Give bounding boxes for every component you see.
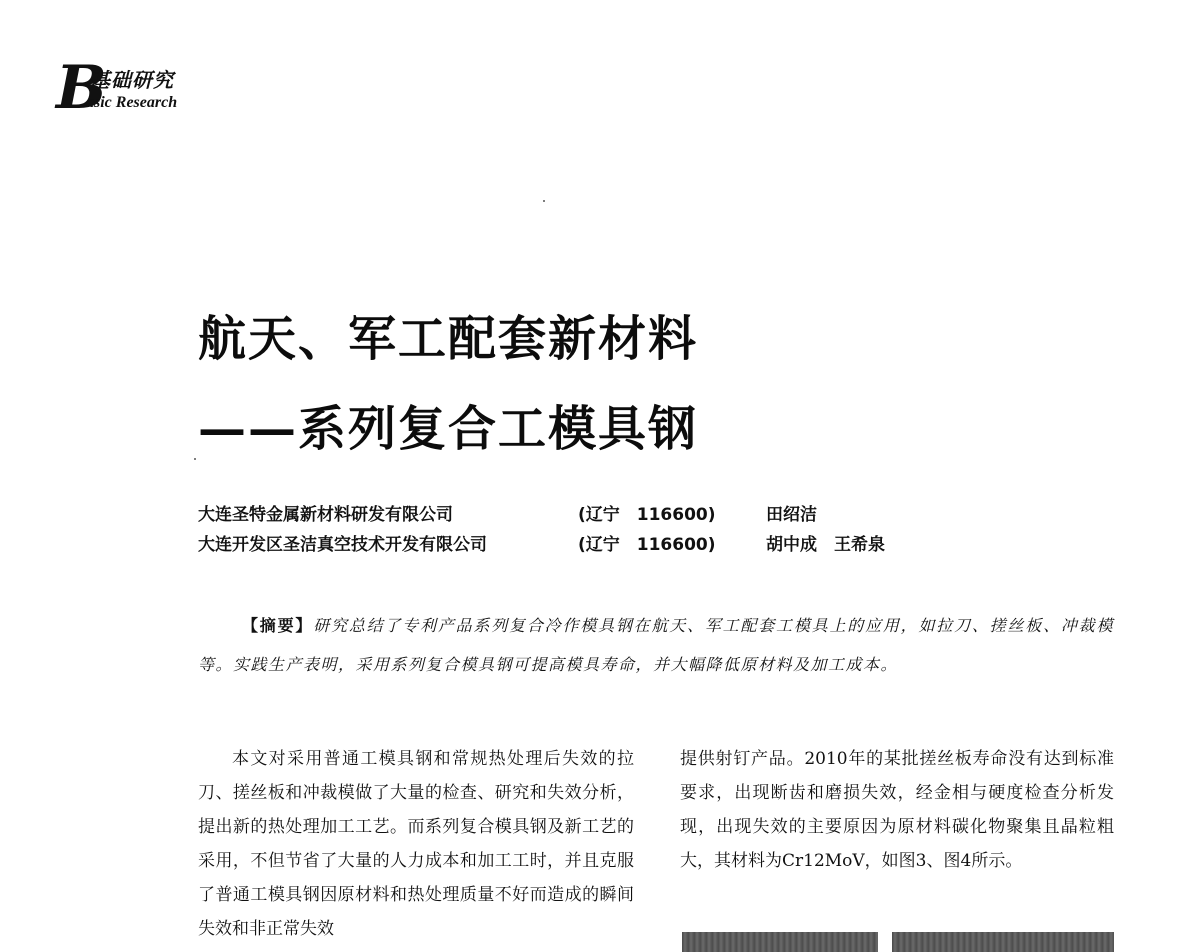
- body-right-column: 提供射钉产品。2010年的某批搓丝板寿命没有达到标准要求，出现断齿和磨损失效，经金相与硬度检查分析发现，出现失效的主要原因为原材料碳化物聚集且晶粒粗大，其材料为Cr12MoV，如图3、图4所示。: [680, 749, 1114, 871]
- logo-english-text: asic Research: [86, 94, 178, 111]
- affiliation-organization: 大连圣特金属新材料研发有限公司: [198, 505, 453, 525]
- affiliation-location: (辽宁 116600): [578, 535, 716, 555]
- figure-4-image: [892, 932, 1114, 952]
- scan-speck: [194, 458, 196, 460]
- logo-letter: B: [56, 53, 107, 123]
- affiliation-authors: 田绍洁: [766, 505, 817, 525]
- affiliation-authors: 胡中成 王希泉: [766, 535, 885, 555]
- article-title-line-1: 航天、军工配套新材料: [198, 311, 699, 367]
- article-title-line-2: ——系列复合工模具钢: [198, 401, 699, 457]
- figure-3-image: [682, 932, 878, 952]
- abstract-text: 研究总结了专利产品系列复合冷作模具钢在航天、军工配套工模具上的应用，如拉刀、搓丝板、冲裁模等。实践生产表明，采用系列复合模具钢可提高模具寿命，并大幅降低原材料及加工成本。: [198, 616, 1114, 674]
- body-left-column: 本文对采用普通工模具钢和常规热处理后失效的拉刀、搓丝板和冲裁模做了大量的检查、研究和失效分析，提出新的热处理加工工艺。而系列复合模具钢及新工艺的采用，不但节省了大量的人力成本和加工工时，并且克服了普通工模具钢因原材料和热处理质量不好而造成的瞬间失效和非正常失效: [198, 749, 634, 939]
- logo-chinese-text: 基础研究: [90, 68, 174, 92]
- section-logo: [56, 53, 236, 123]
- abstract: [198, 606, 1114, 684]
- affiliation-location: (辽宁 116600): [578, 505, 716, 525]
- abstract-label: 【摘要】: [242, 616, 314, 635]
- scan-speck: [543, 200, 545, 202]
- affiliation-organization: 大连开发区圣洁真空技术开发有限公司: [198, 535, 487, 555]
